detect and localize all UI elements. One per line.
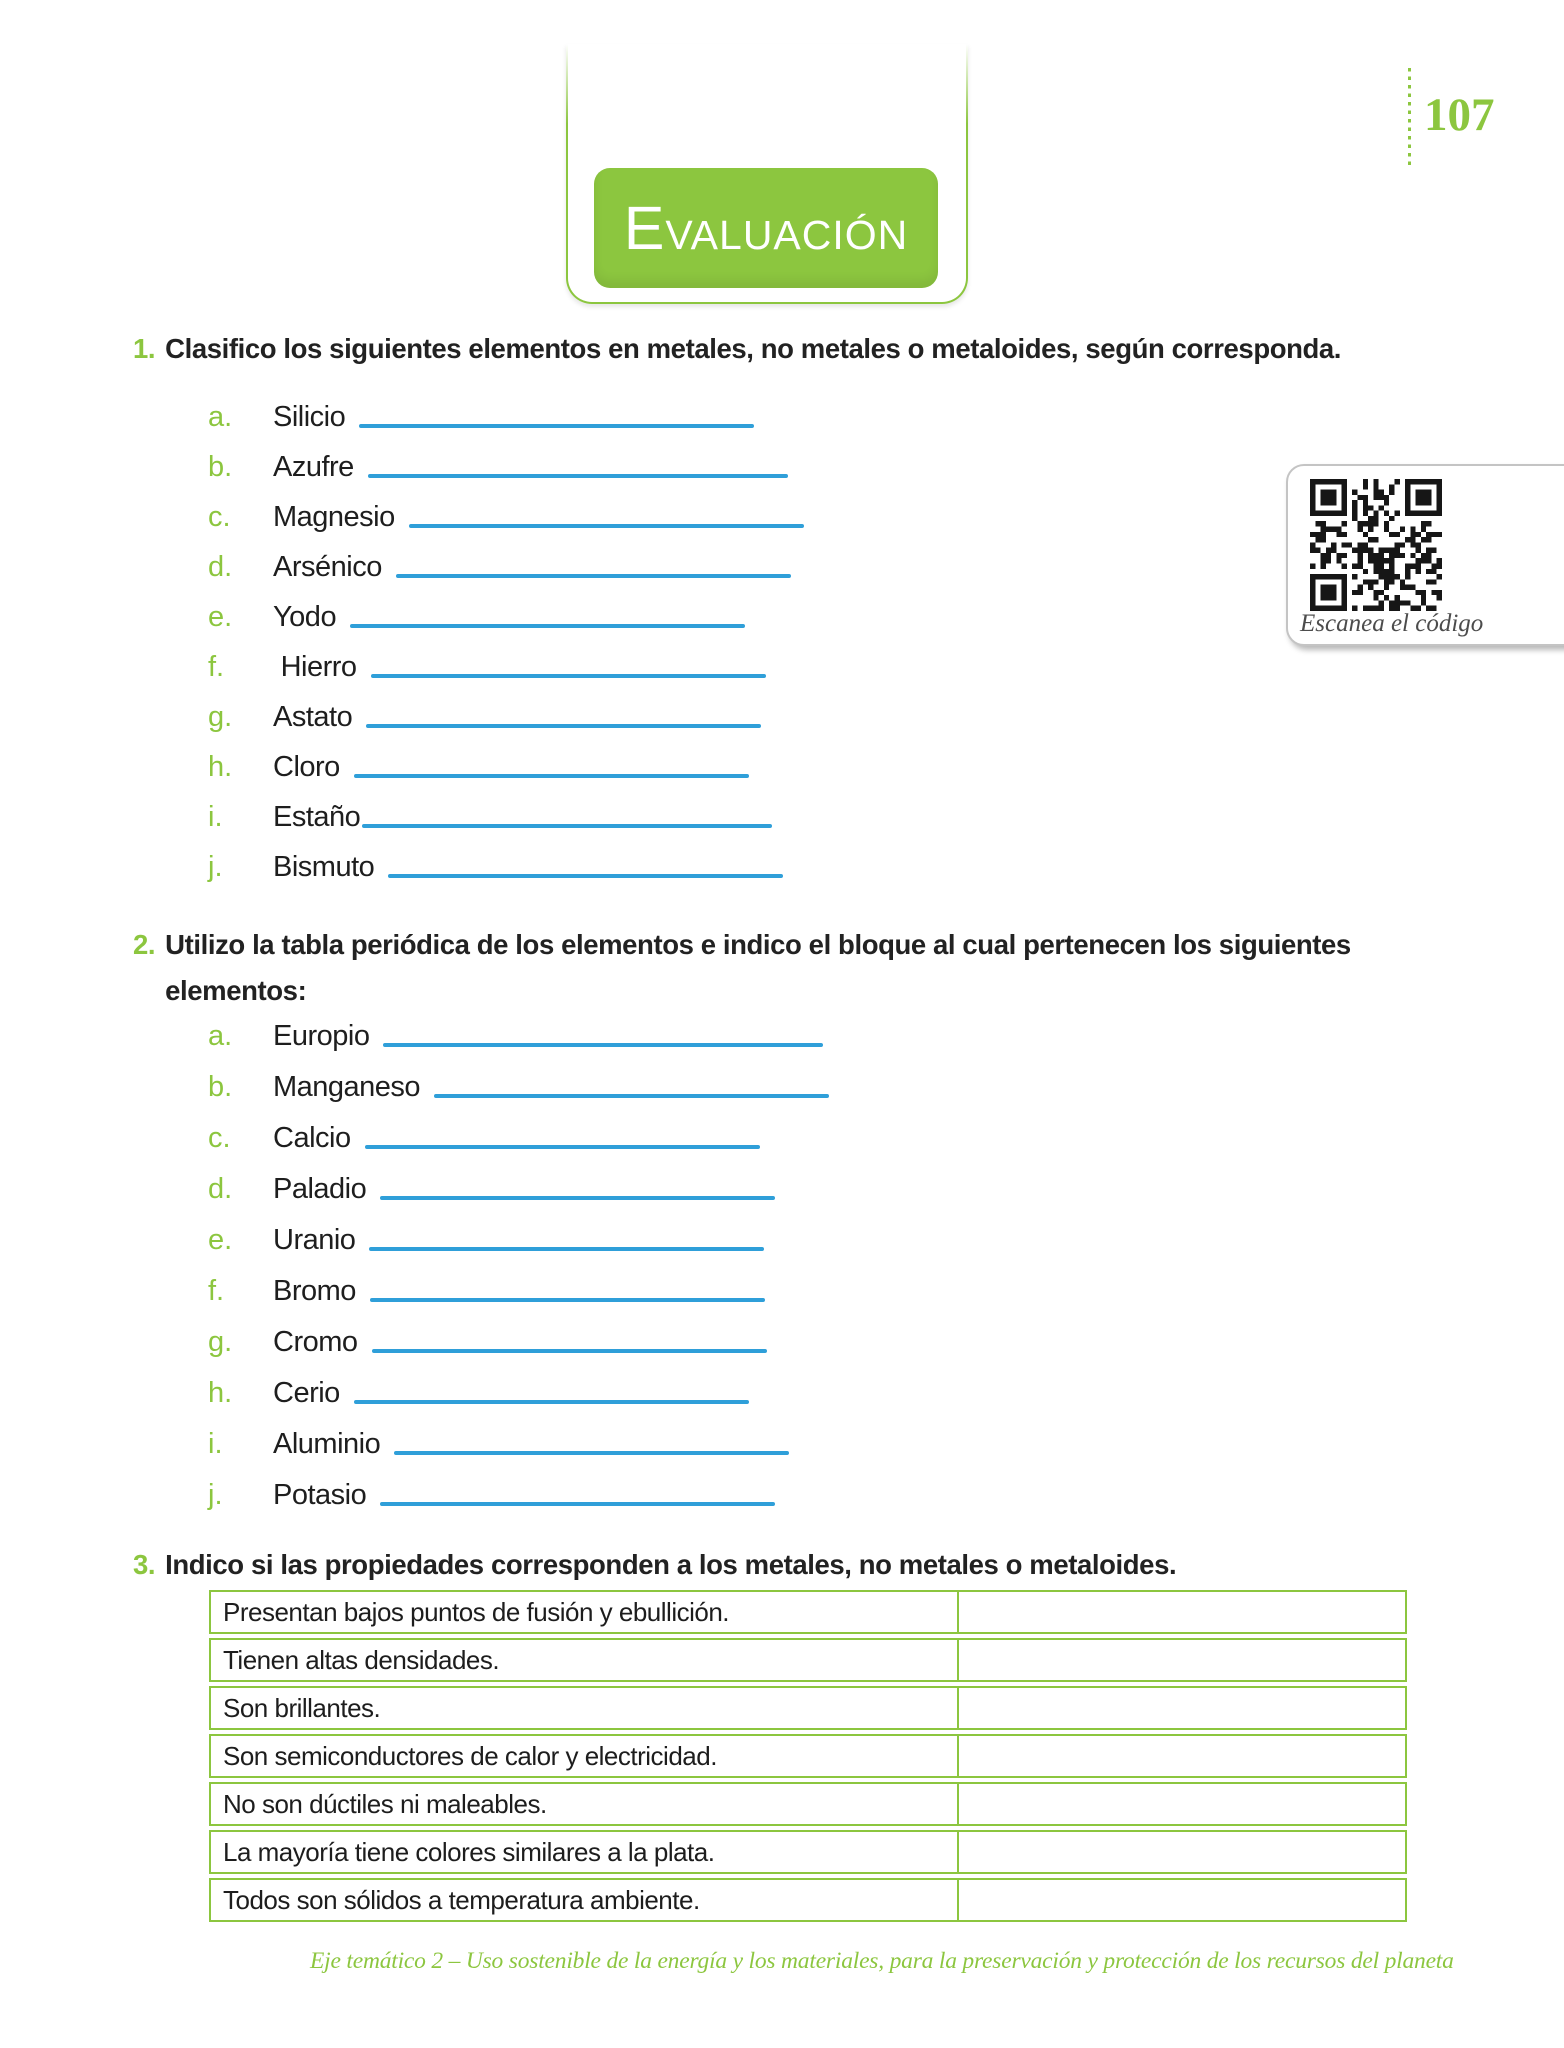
- item-letter: d.: [208, 551, 233, 583]
- item-label: Manganeso: [273, 1071, 421, 1103]
- item-letter: e.: [208, 601, 233, 633]
- answer-blank-line[interactable]: [370, 1298, 765, 1302]
- qr-code-icon: [1310, 479, 1442, 611]
- answer-cell[interactable]: [959, 1736, 1405, 1776]
- list-item: [208, 552, 1188, 582]
- item-letter: a.: [208, 1020, 233, 1052]
- item-label: Cerio: [273, 1377, 340, 1409]
- answer-cell[interactable]: [959, 1592, 1405, 1632]
- item-letter: g.: [208, 1326, 233, 1358]
- table-row: [209, 1782, 1407, 1826]
- question-text: Indico si las propiedades corresponden a los metales, no metales o metaloides.: [165, 1549, 1177, 1580]
- list-item: [208, 1276, 1188, 1306]
- table-row: [209, 1734, 1407, 1778]
- item-letter: e.: [208, 1224, 233, 1256]
- item-letter: b.: [208, 1071, 233, 1103]
- table-row: [209, 1638, 1407, 1682]
- answer-blank-line[interactable]: [409, 524, 804, 528]
- item-label: Magnesio: [273, 501, 395, 533]
- question-2-list: [208, 1021, 1188, 1531]
- item-letter: j.: [208, 851, 223, 883]
- item-letter: f.: [208, 1275, 225, 1307]
- item-letter: f.: [208, 651, 225, 683]
- list-item: [208, 752, 1188, 782]
- item-letter: c.: [208, 501, 231, 533]
- item-letter: a.: [208, 401, 233, 433]
- answer-blank-line[interactable]: [372, 1349, 767, 1353]
- answer-blank-line[interactable]: [396, 574, 791, 578]
- property-text-cell: Presentan bajos puntos de fusión y ebullición.: [211, 1592, 959, 1632]
- answer-blank-line[interactable]: [380, 1196, 775, 1200]
- list-item: [208, 602, 1188, 632]
- property-text-cell: La mayoría tiene colores similares a la plata.: [211, 1832, 959, 1872]
- item-label: Cromo: [273, 1326, 358, 1358]
- answer-blank-line[interactable]: [350, 624, 745, 628]
- answer-blank-line[interactable]: [394, 1451, 789, 1455]
- answer-blank-line[interactable]: [359, 424, 754, 428]
- answer-blank-line[interactable]: [362, 824, 772, 828]
- item-label: Bromo: [273, 1275, 356, 1307]
- question-text: Clasifico los siguientes elementos en metales, no metales o metaloides, según corresponda.: [165, 333, 1342, 364]
- item-letter: g.: [208, 701, 233, 733]
- item-label: Europio: [273, 1020, 370, 1052]
- dotted-rule: [1408, 68, 1411, 168]
- table-row: [209, 1590, 1407, 1634]
- list-item: [208, 1429, 1188, 1459]
- question-number: 2.: [133, 929, 156, 960]
- page-title: EVALUACIÓN: [623, 194, 909, 262]
- item-label: Paladio: [273, 1173, 367, 1205]
- list-item: [208, 802, 1188, 832]
- answer-cell[interactable]: [959, 1688, 1405, 1728]
- answer-blank-line[interactable]: [369, 1247, 764, 1251]
- property-text-cell: Son brillantes.: [211, 1688, 959, 1728]
- question-stem: [133, 326, 1453, 372]
- property-text-cell: Son semiconductores de calor y electricidad.: [211, 1736, 959, 1776]
- answer-blank-line[interactable]: [434, 1094, 829, 1098]
- question-text: Utilizo la tabla periódica de los elementos e indico el bloque al cual pertenecen los siguientes elementos:: [165, 929, 1351, 1006]
- list-item: [208, 702, 1188, 732]
- item-letter: b.: [208, 451, 233, 483]
- answer-blank-line[interactable]: [354, 1400, 749, 1404]
- list-item: [208, 402, 1188, 432]
- answer-blank-line[interactable]: [380, 1502, 775, 1506]
- item-letter: h.: [208, 751, 233, 783]
- answer-blank-line[interactable]: [371, 674, 766, 678]
- answer-blank-line[interactable]: [388, 874, 783, 878]
- list-item: [208, 452, 1188, 482]
- question-number: 1.: [133, 333, 156, 364]
- item-letter: i.: [208, 1428, 223, 1460]
- answer-cell[interactable]: [959, 1784, 1405, 1824]
- property-text-cell: No son dúctiles ni maleables.: [211, 1784, 959, 1824]
- answer-cell[interactable]: [959, 1640, 1405, 1680]
- question-stem: [133, 922, 1433, 1014]
- list-item: [208, 1225, 1188, 1255]
- property-text-cell: Todos son sólidos a temperatura ambiente.: [211, 1880, 959, 1920]
- item-label: Estaño: [273, 801, 361, 833]
- list-item: [208, 1378, 1188, 1408]
- answer-blank-line[interactable]: [368, 474, 788, 478]
- list-item: [208, 1480, 1188, 1510]
- item-letter: i.: [208, 801, 223, 833]
- list-item: [208, 1021, 1188, 1051]
- answer-cell[interactable]: [959, 1832, 1405, 1872]
- table-row: [209, 1686, 1407, 1730]
- item-label: Silicio: [273, 401, 346, 433]
- list-item: [208, 652, 1188, 682]
- list-item: [208, 852, 1188, 882]
- footer-theme-text: Eje temático 2 – Uso sostenible de la energía y los materiales, para la preservación y protección de los recursos del planeta: [310, 1948, 1454, 1974]
- item-label: Arsénico: [273, 551, 382, 583]
- list-item: [208, 1327, 1188, 1357]
- item-label: Hierro: [273, 651, 357, 683]
- question-stem: [133, 1542, 1453, 1588]
- qr-caption: Escanea el código: [1300, 610, 1484, 637]
- item-letter: h.: [208, 1377, 233, 1409]
- list-item: [208, 502, 1188, 532]
- property-text-cell: Tienen altas densidades.: [211, 1640, 959, 1680]
- answer-cell[interactable]: [959, 1880, 1405, 1920]
- item-letter: c.: [208, 1122, 231, 1154]
- answer-blank-line[interactable]: [366, 724, 761, 728]
- answer-blank-line[interactable]: [383, 1043, 823, 1047]
- table-row: [209, 1878, 1407, 1922]
- table-row: [209, 1830, 1407, 1874]
- answer-blank-line[interactable]: [354, 774, 749, 778]
- item-label: Yodo: [273, 601, 337, 633]
- item-letter: j.: [208, 1479, 223, 1511]
- properties-table: [209, 1586, 1407, 1922]
- evaluation-banner: [594, 168, 938, 288]
- answer-blank-line[interactable]: [365, 1145, 760, 1149]
- item-label: Astato: [273, 701, 353, 733]
- question-number: 3.: [133, 1549, 156, 1580]
- item-label: Bismuto: [273, 851, 375, 883]
- item-letter: d.: [208, 1173, 233, 1205]
- item-label: Calcio: [273, 1122, 351, 1154]
- item-label: Potasio: [273, 1479, 367, 1511]
- item-label: Uranio: [273, 1224, 356, 1256]
- list-item: [208, 1123, 1188, 1153]
- list-item: [208, 1072, 1188, 1102]
- list-item: [208, 1174, 1188, 1204]
- item-label: Aluminio: [273, 1428, 381, 1460]
- question-1-list: [208, 402, 1188, 902]
- qr-card: [1286, 464, 1564, 646]
- item-label: Azufre: [273, 451, 354, 483]
- page-number: 107: [1424, 89, 1495, 141]
- item-label: Cloro: [273, 751, 340, 783]
